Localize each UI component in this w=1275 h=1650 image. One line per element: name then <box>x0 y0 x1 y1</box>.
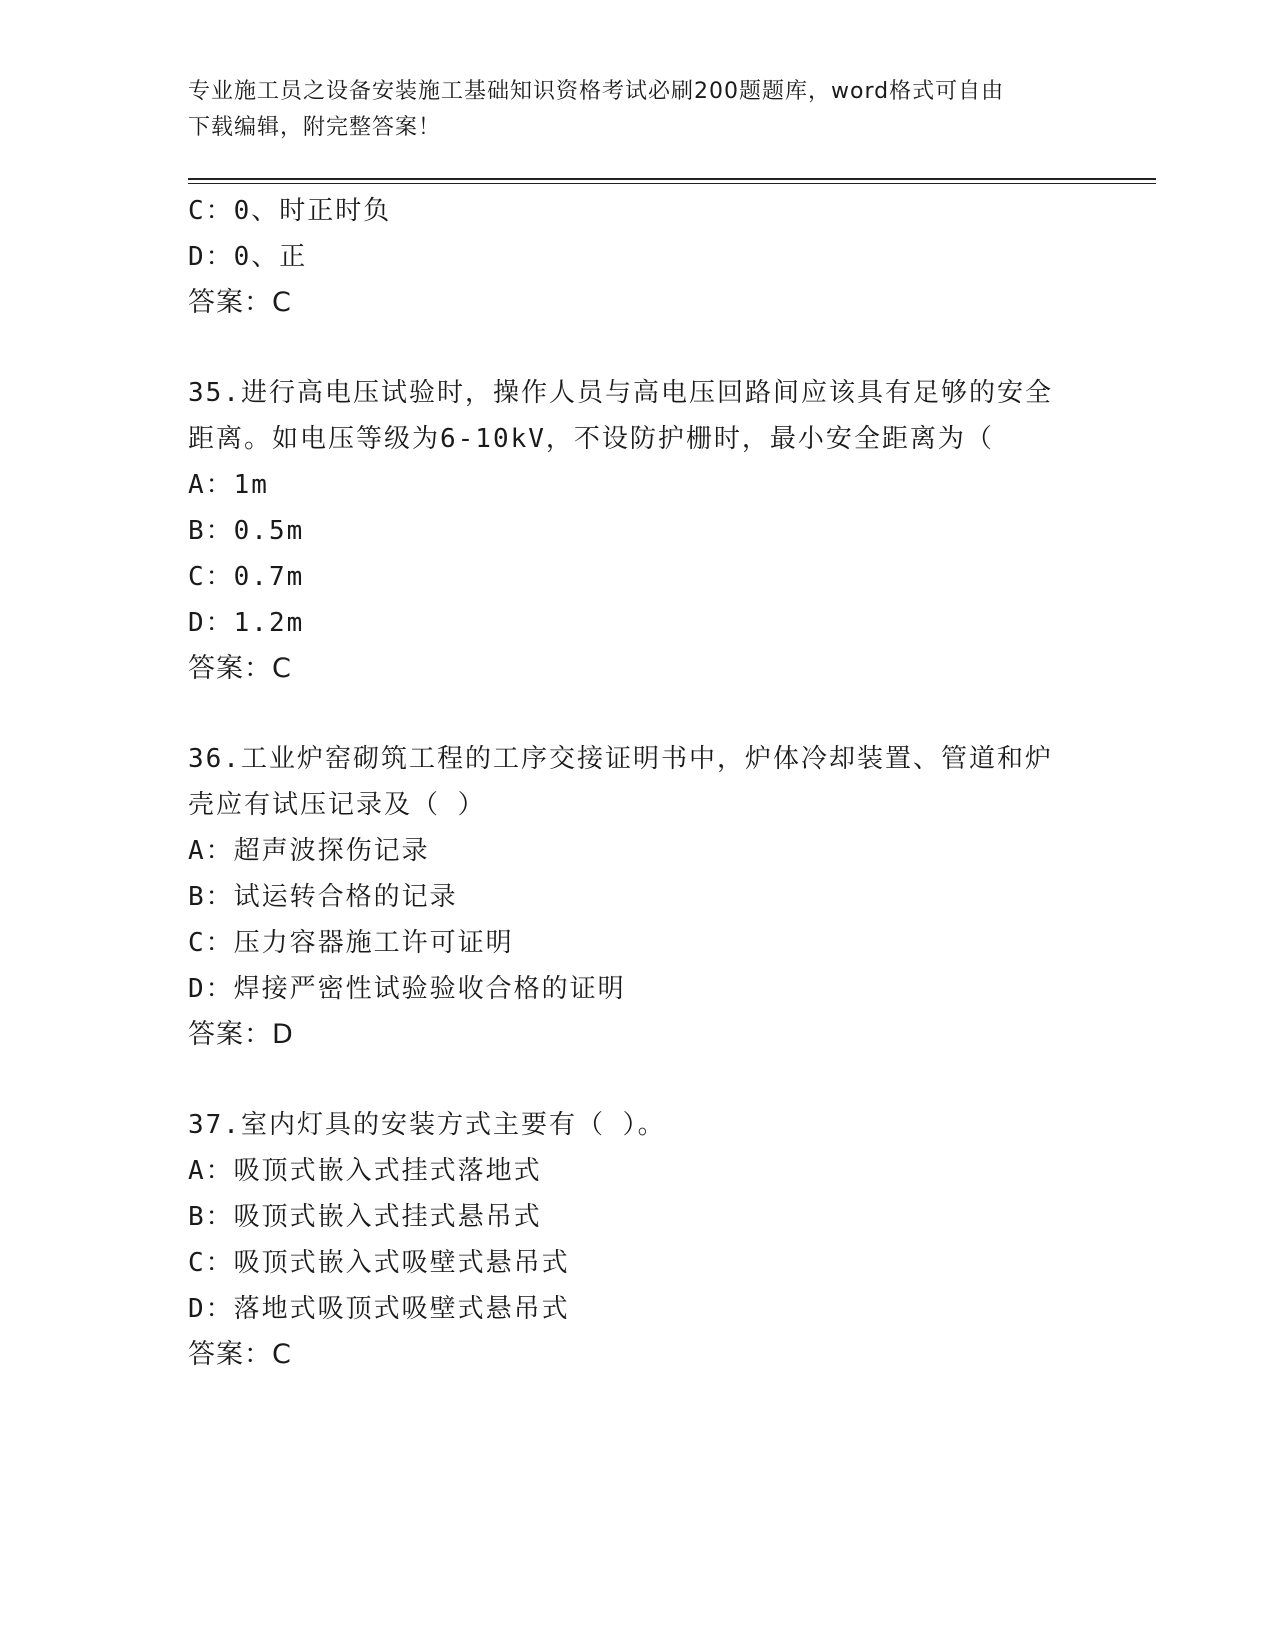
question-37 <box>188 1102 1088 1378</box>
carryover-block <box>188 188 1088 326</box>
option-d: D：1.2m <box>188 608 305 638</box>
option-b: B：0.5m <box>188 516 305 546</box>
document-header <box>188 74 1088 146</box>
option-c: C：吸顶式嵌入式吸壁式悬吊式 <box>188 1248 570 1278</box>
option-c: C：压力容器施工许可证明 <box>188 928 514 958</box>
document-body <box>188 188 1088 1378</box>
header-title-line-1: 专业施工员之设备安装施工基础知识资格考试必刷200题题库，word格式可自由 <box>188 79 1005 104</box>
question-36 <box>188 736 1088 1058</box>
answer-line: 答案：D <box>188 1019 294 1050</box>
option-b: B：试运转合格的记录 <box>188 882 458 912</box>
option-d: D：0、正 <box>188 242 308 272</box>
option-c: C：0.7m <box>188 562 305 592</box>
option-d: D：焊接严密性试验验收合格的证明 <box>188 974 626 1004</box>
header-rule-thick <box>188 178 1156 180</box>
question-stem-line-2: 距离。如电压等级为6-10kV，不设防护栅时，最小安全距离为（ <box>188 424 994 454</box>
answer-line: 答案：C <box>188 287 292 318</box>
answer-line: 答案：C <box>188 1339 292 1370</box>
option-c: C：0、时正时负 <box>188 196 392 226</box>
question-stem-line-1: 35.进行高电压试验时，操作人员与高电压回路间应该具有足够的安全 <box>188 378 1053 408</box>
option-d: D：落地式吸顶式吸壁式悬吊式 <box>188 1294 570 1324</box>
question-stem-line-1: 36.工业炉窑砌筑工程的工序交接证明书中，炉体冷却装置、管道和炉 <box>188 744 1053 774</box>
spacer <box>188 326 1088 370</box>
question-stem-line-1: 37.室内灯具的安装方式主要有（ ）。 <box>188 1110 666 1140</box>
answer-line: 答案：C <box>188 653 292 684</box>
header-title-line-2: 下载编辑，附完整答案！ <box>188 115 442 140</box>
question-35 <box>188 370 1088 692</box>
header-rule-thin <box>188 183 1156 184</box>
option-b: B：吸顶式嵌入式挂式悬吊式 <box>188 1202 542 1232</box>
option-a: A：吸顶式嵌入式挂式落地式 <box>188 1156 542 1186</box>
question-stem-line-2: 壳应有试压记录及（ ） <box>188 790 486 820</box>
spacer <box>188 1058 1088 1102</box>
option-a: A：超声波探伤记录 <box>188 836 430 866</box>
option-a: A：1m <box>188 470 269 500</box>
spacer <box>188 692 1088 736</box>
